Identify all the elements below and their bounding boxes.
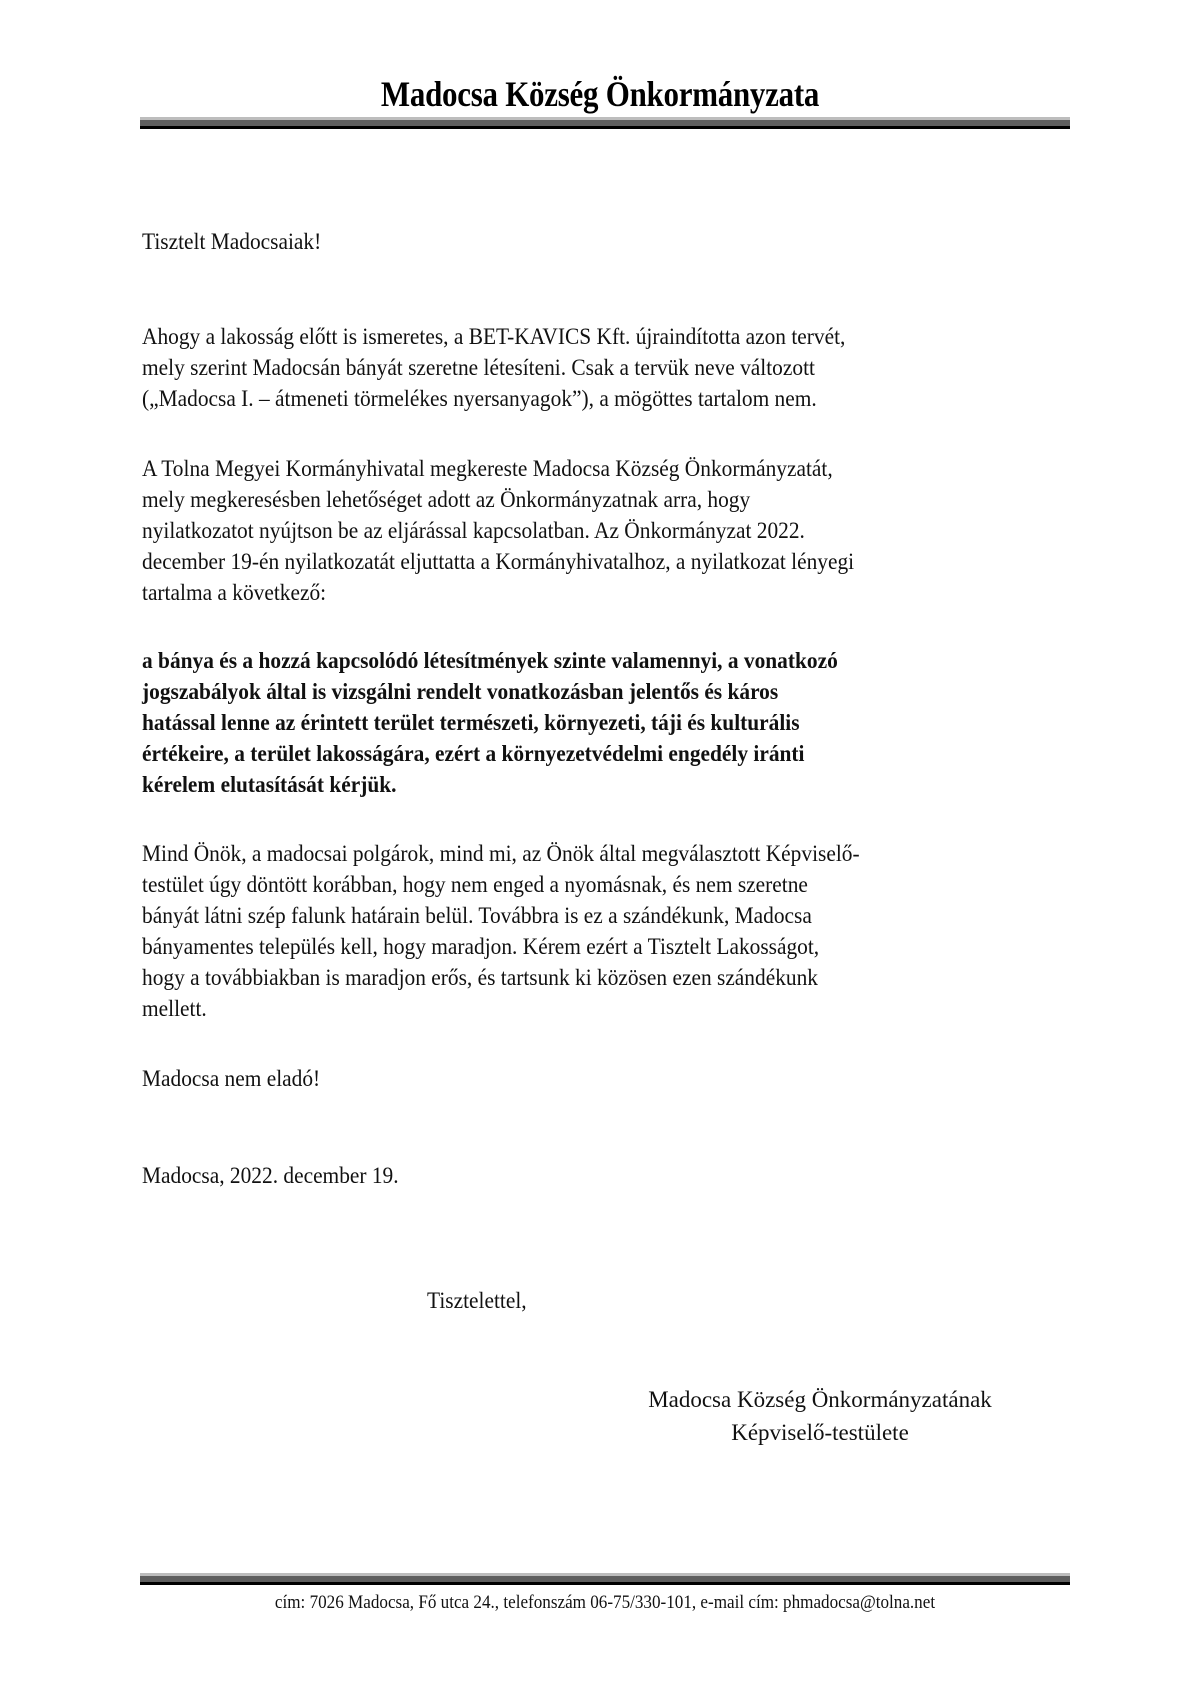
paragraph-line: bányát látni szép falunk határain belül. Továbbra is ez a szándékunk, Madocsa: [142, 903, 812, 928]
header-divider-black-band: [140, 126, 1070, 129]
paragraph-line: mely szerint Madocsán bányát szeretne létesíteni. Csak a tervük neve változott: [142, 355, 815, 380]
paragraph-line: jogszabályok által is vizsgálni rendelt vonatkozásban jelentős és káros: [142, 679, 779, 704]
letterhead-title: Madocsa Község Önkormányzata: [380, 74, 820, 114]
paragraph-government-office: [142, 453, 1070, 608]
footer-contact-info: cím: 7026 Madocsa, Fő utca 24., telefonszám 06-75/330-101, e-mail cím: phmadocsa@tolna.net: [274, 1592, 936, 1613]
paragraph-line: értékeire, a terület lakosságára, ezért a környezetvédelmi engedély iránti: [142, 741, 805, 766]
paragraph-line: Ahogy a lakosság előtt is ismeretes, a BET-KAVICS Kft. újraindította azon tervét,: [142, 324, 846, 349]
paragraph-line: hogy a továbbiakban is maradjon erős, és tartsunk ki közösen ezen szándékunk: [142, 965, 818, 990]
paragraph-line: a bánya és a hozzá kapcsolódó létesítmények szinte valamennyi, a vonatkozó: [142, 648, 838, 673]
signature-line-2: Képviselő-testülete: [731, 1420, 909, 1445]
slogan: Madocsa nem eladó!: [142, 1066, 321, 1091]
paragraph-line: A Tolna Megyei Kormányhivatal megkereste Madocsa Község Önkormányzatát,: [142, 456, 833, 481]
paragraph-line: mely megkeresésben lehetőséget adott az Önkormányzatnak arra, hogy: [142, 487, 751, 512]
signature-block: [600, 1383, 1040, 1449]
paragraph-line: tartalma a következő:: [142, 580, 327, 605]
paragraph-statement-bold: [142, 645, 1070, 800]
closing-salutation: Tisztelettel,: [427, 1288, 527, 1313]
paragraph-line: mellett.: [142, 996, 207, 1021]
paragraph-line: testület úgy döntött korábban, hogy nem enged a nyomásnak, és nem szeretne: [142, 872, 808, 897]
header-divider: [140, 117, 1070, 129]
paragraph-line: bányamentes település kell, hogy maradjon. Kérem ezért a Tisztelt Lakosságot,: [142, 934, 820, 959]
paragraph-line: kérelem elutasítását kérjük.: [142, 772, 397, 797]
paragraph-line: („Madocsa I. – átmeneti törmelékes nyersanyagok”), a mögöttes tartalom nem.: [142, 386, 817, 411]
footer-divider: [140, 1573, 1070, 1585]
footer-divider-black-band: [140, 1582, 1070, 1585]
letter-greeting: Tisztelt Madocsaiak!: [142, 229, 322, 254]
paragraph-line: nyilatkozatot nyújtson be az eljárással kapcsolatban. Az Önkormányzat 2022.: [142, 518, 805, 543]
signature-line-1: Madocsa Község Önkormányzatának: [648, 1387, 992, 1412]
paragraph-line: hatással lenne az érintett terület természeti, környezeti, táji és kulturális: [142, 710, 800, 735]
paragraph-line: Mind Önök, a madocsai polgárok, mind mi, az Önök által megválasztott Képviselő-: [142, 841, 860, 866]
place-date: Madocsa, 2022. december 19.: [142, 1163, 399, 1188]
paragraph-line: december 19-én nyilatkozatát eljuttatta a Kormányhivatalhoz, a nyilatkozat lényegi: [142, 549, 855, 574]
paragraph-intro: [142, 321, 1070, 414]
paragraph-appeal: [142, 838, 1070, 1024]
